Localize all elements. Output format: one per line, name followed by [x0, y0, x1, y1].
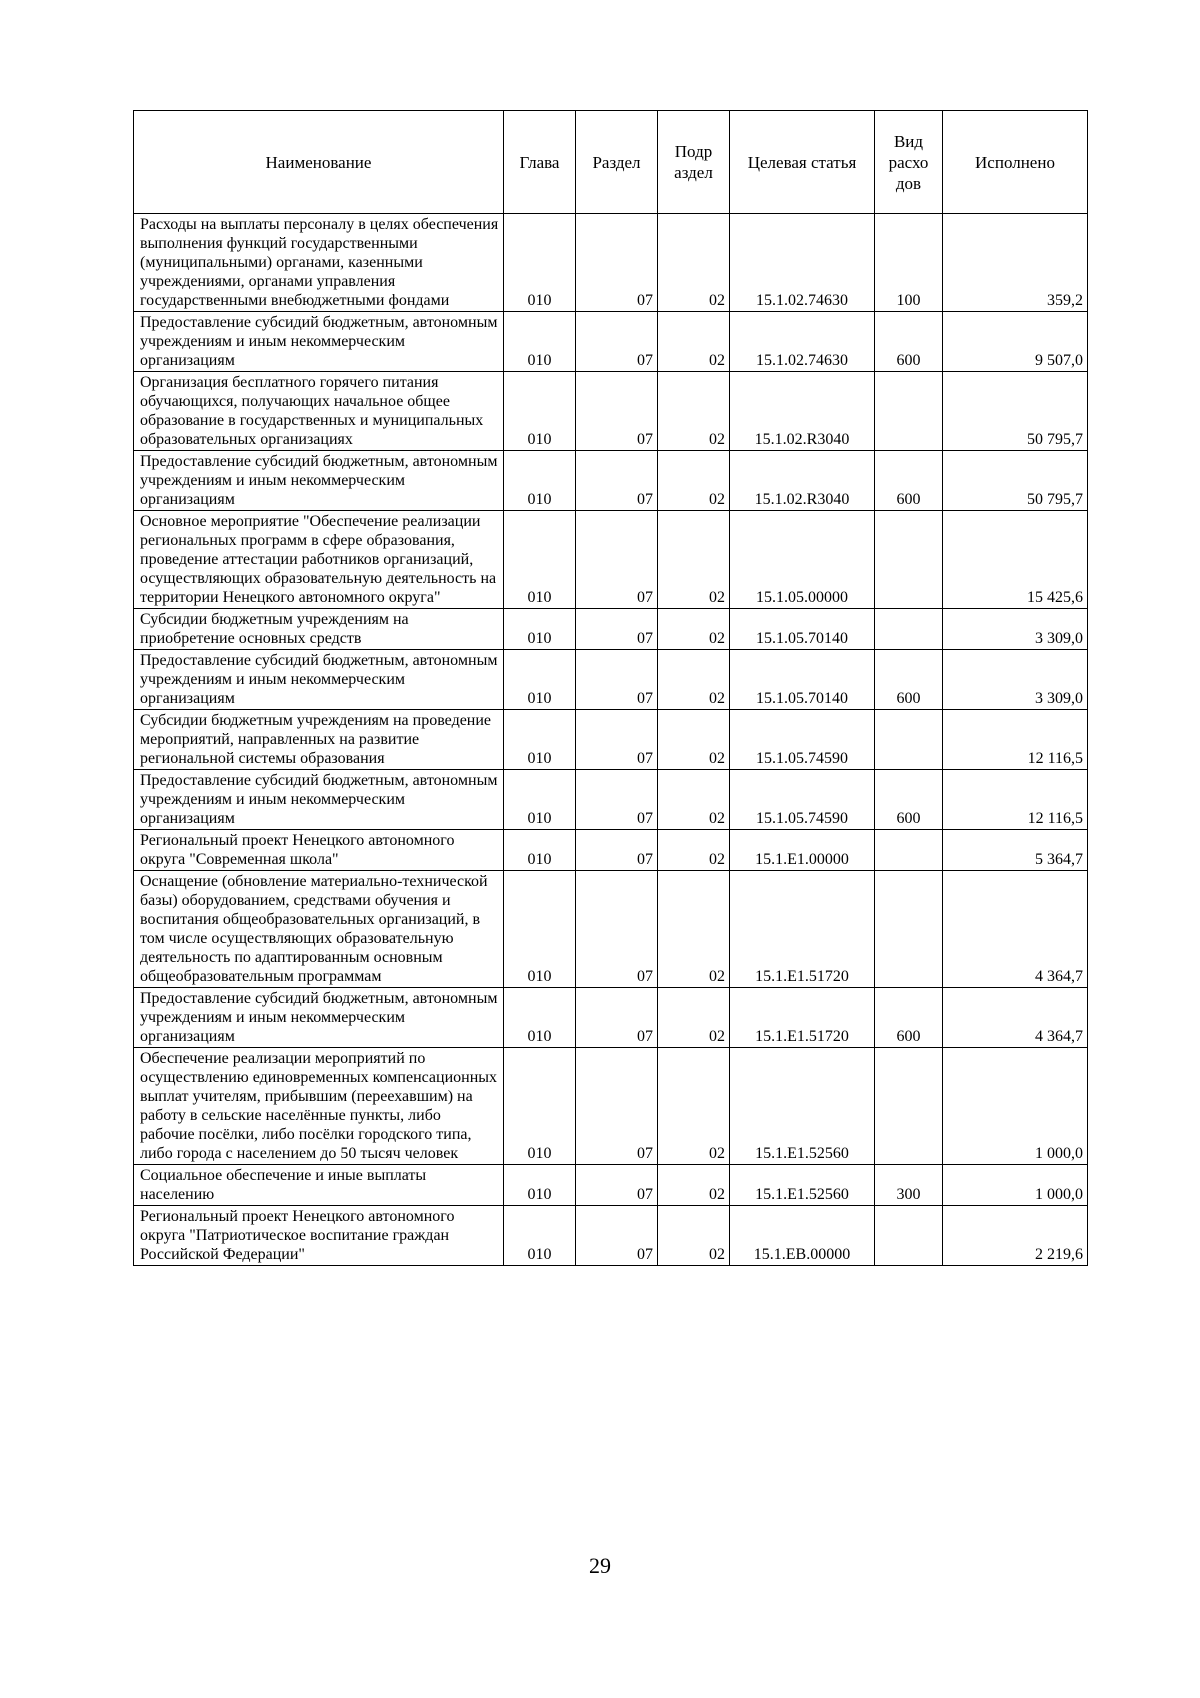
row-target-article-cell: 15.1.05.74590 — [730, 770, 875, 830]
row-expense-type-cell — [875, 830, 943, 871]
row-name-cell: Региональный проект Ненецкого автономного округа "Современная школа" — [134, 830, 504, 871]
row-executed-cell: 4 364,7 — [943, 871, 1088, 988]
header-subsection: Подр аздел — [658, 111, 730, 214]
row-chapter-cell: 010 — [504, 1165, 576, 1206]
table-row — [134, 871, 1088, 988]
row-expense-type-cell — [875, 1206, 943, 1266]
row-target-article-cell: 15.1.E1.51720 — [730, 871, 875, 988]
row-name-cell: Расходы на выплаты персоналу в целях обеспечения выполнения функций государственными (муниципальными) органами, казенными учреждениями, органами управления государственными внебюджетными фондами — [134, 214, 504, 312]
row-subsection-cell: 02 — [658, 312, 730, 372]
row-target-article-cell: 15.1.02.R3040 — [730, 451, 875, 511]
row-section-cell: 07 — [576, 871, 658, 988]
row-section-cell: 07 — [576, 312, 658, 372]
row-subsection-cell: 02 — [658, 372, 730, 451]
row-expense-type-cell — [875, 511, 943, 609]
row-section-cell: 07 — [576, 451, 658, 511]
row-chapter-cell: 010 — [504, 710, 576, 770]
row-subsection-cell: 02 — [658, 871, 730, 988]
row-executed-cell: 2 219,6 — [943, 1206, 1088, 1266]
row-chapter-cell: 010 — [504, 312, 576, 372]
header-chapter: Глава — [504, 111, 576, 214]
row-section-cell: 07 — [576, 609, 658, 650]
row-target-article-cell: 15.1.E1.52560 — [730, 1048, 875, 1165]
table-row — [134, 710, 1088, 770]
row-expense-type-cell — [875, 871, 943, 988]
row-section-cell: 07 — [576, 830, 658, 871]
row-subsection-cell: 02 — [658, 710, 730, 770]
row-target-article-cell: 15.1.05.70140 — [730, 650, 875, 710]
row-expense-type-cell: 600 — [875, 650, 943, 710]
row-chapter-cell: 010 — [504, 511, 576, 609]
row-chapter-cell: 010 — [504, 372, 576, 451]
row-executed-cell: 1 000,0 — [943, 1165, 1088, 1206]
row-executed-cell: 3 309,0 — [943, 650, 1088, 710]
row-target-article-cell: 15.1.EB.00000 — [730, 1206, 875, 1266]
row-name-cell: Оснащение (обновление материально-технической базы) оборудованием, средствами обучения и воспитания общеобразовательных организаций, в том числе осуществляющих образовательную деятельность по адаптированным основным общеобразовательным программам — [134, 871, 504, 988]
row-target-article-cell: 15.1.05.74590 — [730, 710, 875, 770]
row-target-article-cell: 15.1.02.74630 — [730, 312, 875, 372]
row-executed-cell: 15 425,6 — [943, 511, 1088, 609]
row-expense-type-cell: 600 — [875, 770, 943, 830]
table-row — [134, 1048, 1088, 1165]
row-section-cell: 07 — [576, 1048, 658, 1165]
row-name-cell: Социальное обеспечение и иные выплаты населению — [134, 1165, 504, 1206]
row-expense-type-cell: 100 — [875, 214, 943, 312]
row-section-cell: 07 — [576, 650, 658, 710]
row-expense-type-cell: 600 — [875, 988, 943, 1048]
row-target-article-cell: 15.1.02.R3040 — [730, 372, 875, 451]
row-subsection-cell: 02 — [658, 1206, 730, 1266]
row-expense-type-cell: 600 — [875, 312, 943, 372]
row-section-cell: 07 — [576, 710, 658, 770]
row-section-cell: 07 — [576, 511, 658, 609]
table-row — [134, 1165, 1088, 1206]
row-chapter-cell: 010 — [504, 988, 576, 1048]
row-executed-cell: 1 000,0 — [943, 1048, 1088, 1165]
header-name: Наименование — [134, 111, 504, 214]
row-expense-type-cell — [875, 372, 943, 451]
row-section-cell: 07 — [576, 1165, 658, 1206]
row-target-article-cell: 15.1.05.70140 — [730, 609, 875, 650]
row-chapter-cell: 010 — [504, 650, 576, 710]
row-executed-cell: 50 795,7 — [943, 451, 1088, 511]
row-chapter-cell: 010 — [504, 214, 576, 312]
row-subsection-cell: 02 — [658, 988, 730, 1048]
table-row — [134, 451, 1088, 511]
row-chapter-cell: 010 — [504, 770, 576, 830]
row-name-cell: Предоставление субсидий бюджетным, автономным учреждениям и иным некоммерческим организациям — [134, 650, 504, 710]
header-expense-type: Вид расхо дов — [875, 111, 943, 214]
row-chapter-cell: 010 — [504, 871, 576, 988]
table-header-row — [134, 111, 1088, 214]
row-expense-type-cell — [875, 1048, 943, 1165]
row-subsection-cell: 02 — [658, 650, 730, 710]
table-row — [134, 830, 1088, 871]
row-name-cell: Региональный проект Ненецкого автономного округа "Патриотическое воспитание граждан Российской Федерации" — [134, 1206, 504, 1266]
table-row — [134, 511, 1088, 609]
row-expense-type-cell — [875, 609, 943, 650]
row-section-cell: 07 — [576, 214, 658, 312]
row-name-cell: Субсидии бюджетным учреждениям на проведение мероприятий, направленных на развитие региональной системы образования — [134, 710, 504, 770]
header-target-article: Целевая статья — [730, 111, 875, 214]
row-executed-cell: 12 116,5 — [943, 770, 1088, 830]
row-executed-cell: 50 795,7 — [943, 372, 1088, 451]
row-chapter-cell: 010 — [504, 609, 576, 650]
page-number: 29 — [589, 1553, 611, 1578]
table-row — [134, 650, 1088, 710]
table-row — [134, 770, 1088, 830]
row-subsection-cell: 02 — [658, 1048, 730, 1165]
row-subsection-cell: 02 — [658, 770, 730, 830]
row-target-article-cell: 15.1.05.00000 — [730, 511, 875, 609]
row-section-cell: 07 — [576, 1206, 658, 1266]
row-executed-cell: 5 364,7 — [943, 830, 1088, 871]
row-subsection-cell: 02 — [658, 511, 730, 609]
row-executed-cell: 9 507,0 — [943, 312, 1088, 372]
table-row — [134, 988, 1088, 1048]
row-subsection-cell: 02 — [658, 214, 730, 312]
table-row — [134, 609, 1088, 650]
header-executed: Исполнено — [943, 111, 1088, 214]
row-name-cell: Предоставление субсидий бюджетным, автономным учреждениям и иным некоммерческим организациям — [134, 451, 504, 511]
table-body — [134, 214, 1088, 1266]
row-subsection-cell: 02 — [658, 1165, 730, 1206]
row-name-cell: Организация бесплатного горячего питания обучающихся, получающих начальное общее образование в государственных и муниципальных образовательных организациях — [134, 372, 504, 451]
row-chapter-cell: 010 — [504, 451, 576, 511]
row-subsection-cell: 02 — [658, 609, 730, 650]
table-row — [134, 372, 1088, 451]
row-name-cell: Предоставление субсидий бюджетным, автономным учреждениям и иным некоммерческим организациям — [134, 312, 504, 372]
row-expense-type-cell — [875, 710, 943, 770]
row-target-article-cell: 15.1.E1.00000 — [730, 830, 875, 871]
table-row — [134, 1206, 1088, 1266]
row-target-article-cell: 15.1.E1.51720 — [730, 988, 875, 1048]
row-chapter-cell: 010 — [504, 830, 576, 871]
row-chapter-cell: 010 — [504, 1048, 576, 1165]
header-section: Раздел — [576, 111, 658, 214]
row-chapter-cell: 010 — [504, 1206, 576, 1266]
row-executed-cell: 3 309,0 — [943, 609, 1088, 650]
row-section-cell: 07 — [576, 988, 658, 1048]
row-expense-type-cell: 600 — [875, 451, 943, 511]
row-executed-cell: 359,2 — [943, 214, 1088, 312]
row-target-article-cell: 15.1.E1.52560 — [730, 1165, 875, 1206]
row-section-cell: 07 — [576, 770, 658, 830]
row-name-cell: Обеспечение реализации мероприятий по осуществлению единовременных компенсационных выплат учителям, прибывшим (переехавшим) на работу в сельские населённые пункты, либо рабочие посёлки, либо посёлки городского типа, либо города с населением до 50 тысяч человек — [134, 1048, 504, 1165]
table-row — [134, 312, 1088, 372]
row-subsection-cell: 02 — [658, 451, 730, 511]
row-section-cell: 07 — [576, 372, 658, 451]
row-name-cell: Предоставление субсидий бюджетным, автономным учреждениям и иным некоммерческим организациям — [134, 988, 504, 1048]
row-executed-cell: 4 364,7 — [943, 988, 1088, 1048]
row-target-article-cell: 15.1.02.74630 — [730, 214, 875, 312]
row-subsection-cell: 02 — [658, 830, 730, 871]
row-name-cell: Основное мероприятие "Обеспечение реализации региональных программ в сфере образования, проведение аттестации работников организаций, осуществляющих образовательную деятельность на территории Ненецкого автономного округа" — [134, 511, 504, 609]
budget-table — [133, 110, 1088, 1266]
row-expense-type-cell: 300 — [875, 1165, 943, 1206]
row-name-cell: Предоставление субсидий бюджетным, автономным учреждениям и иным некоммерческим организациям — [134, 770, 504, 830]
row-name-cell: Субсидии бюджетным учреждениям на приобретение основных средств — [134, 609, 504, 650]
table-row — [134, 214, 1088, 312]
row-executed-cell: 12 116,5 — [943, 710, 1088, 770]
